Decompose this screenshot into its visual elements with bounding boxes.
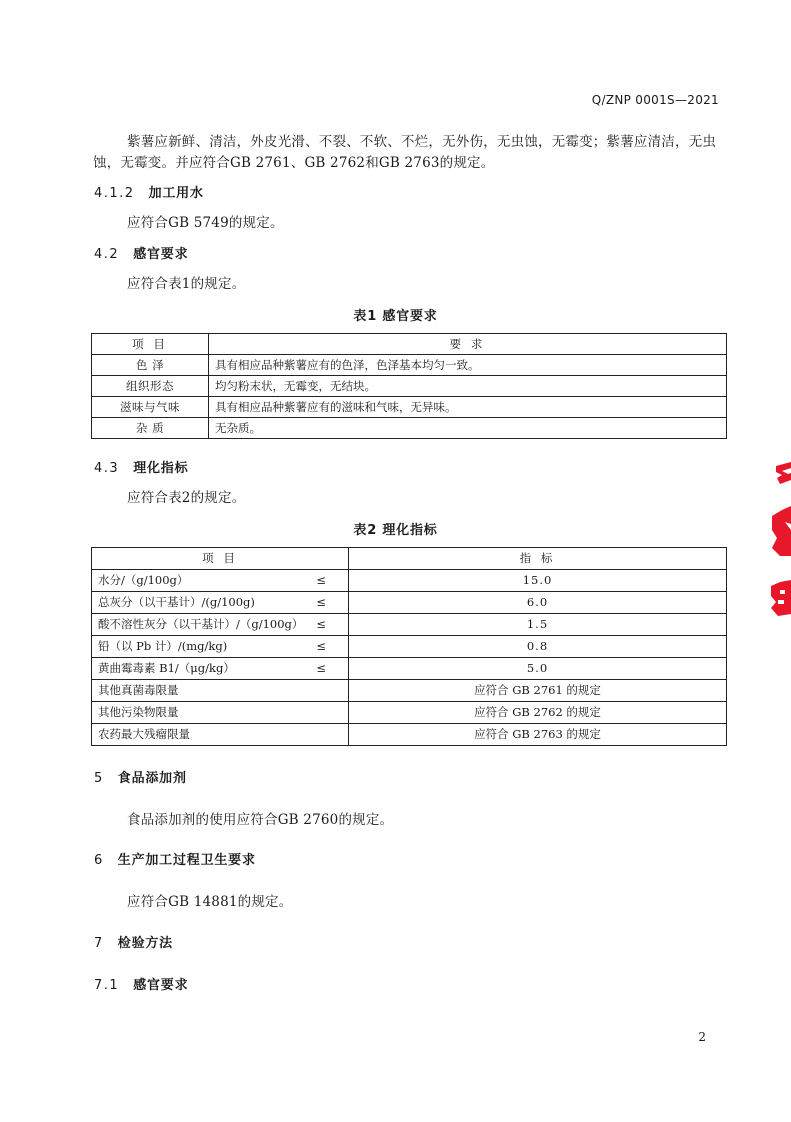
- section-4-3-text: 应符合表2的规定。: [127, 490, 246, 506]
- section-number: 6: [94, 853, 104, 868]
- section-title: 生产加工过程卫生要求: [117, 853, 256, 868]
- item-cell: 杂 质: [92, 418, 209, 439]
- section-title: 感官要求: [133, 247, 189, 262]
- header-cell-item: 项 目: [92, 548, 349, 570]
- requirement-cell: 具有相应品种紫薯应有的色泽，色泽基本均匀一致。: [209, 355, 727, 376]
- item-cell: 水分/（g/100g）: [98, 573, 189, 587]
- table-row: [92, 702, 727, 724]
- value-cell: 应符合 GB 2763 的规定: [349, 724, 727, 746]
- section-5-text: 食品添加剂的使用应符合GB 2760的规定。: [127, 812, 394, 828]
- table-header-row: [92, 334, 727, 355]
- physicochemical-indicators-table: [91, 547, 727, 746]
- header-cell-indicator: 指 标: [349, 548, 727, 570]
- item-cell: 农药最大残瘤限量: [92, 724, 349, 746]
- section-title: 加工用水: [148, 186, 204, 201]
- section-number: 4.3: [94, 461, 120, 476]
- header-cell-requirement: 要 求: [209, 334, 727, 355]
- section-7-1-heading: [94, 974, 188, 993]
- table2-caption: 表2 理化指标: [353, 523, 438, 538]
- section-4-1-2-text: 应符合GB 5749的规定。: [127, 215, 284, 231]
- item-cell: 其他真菌毒限量: [92, 680, 349, 702]
- section-title: 理化指标: [133, 461, 189, 476]
- table-row: [92, 570, 727, 592]
- table-row: [92, 592, 727, 614]
- value-cell: 应符合 GB 2761 的规定: [349, 680, 727, 702]
- section-title: 检验方法: [117, 936, 173, 951]
- section-4-3-heading: [94, 457, 188, 476]
- item-cell: 黄曲霉毒素 B1/（μg/kg）: [98, 661, 235, 675]
- value-cell: 6.0: [349, 592, 727, 614]
- leq-symbol: ≤: [316, 661, 326, 675]
- item-cell: 酸不溶性灰分（以干基计）/（g/100g）: [98, 617, 304, 631]
- requirement-cell: 均匀粉末状，无霉变，无结块。: [209, 376, 727, 397]
- table-row: [92, 614, 727, 636]
- leq-symbol: ≤: [316, 595, 326, 609]
- value-cell: 5.0: [349, 658, 727, 680]
- sensory-requirements-table: [91, 333, 727, 439]
- section-title: 感官要求: [133, 978, 189, 993]
- value-cell: 应符合 GB 2762 的规定: [349, 702, 727, 724]
- section-6-heading: [94, 849, 256, 868]
- section-7-heading: [94, 932, 173, 951]
- table-row: [92, 724, 727, 746]
- intro-line-2: 蚀，无霉变。并应符合GB 2761、GB 2762和GB 2763的规定。: [93, 155, 495, 171]
- section-title: 食品添加剂: [117, 771, 187, 786]
- value-cell: 15.0: [349, 570, 727, 592]
- header-cell-item: 项 目: [92, 334, 209, 355]
- section-number: 7: [94, 936, 104, 951]
- page-number: 2: [698, 1030, 706, 1044]
- item-cell: 滋味与气味: [92, 397, 209, 418]
- table-row: [92, 636, 727, 658]
- value-cell: 0.8: [349, 636, 727, 658]
- standard-number: Q/ZNP 0001S—2021: [591, 93, 719, 107]
- table1-caption: 表1 感官要求: [353, 309, 438, 324]
- requirement-cell: 无杂质。: [209, 418, 727, 439]
- section-number: 4.2: [94, 247, 120, 262]
- table-row: [92, 418, 727, 439]
- item-cell: 总灰分（以干基计）/(g/100g): [98, 595, 255, 609]
- leq-symbol: ≤: [316, 617, 326, 631]
- table-header-row: [92, 548, 727, 570]
- item-cell: 色 泽: [92, 355, 209, 376]
- section-6-text: 应符合GB 14881的规定。: [127, 894, 293, 910]
- table-row: [92, 658, 727, 680]
- item-cell: 铅（以 Pb 计）/(mg/kg): [98, 639, 228, 653]
- table-row: [92, 376, 727, 397]
- section-number: 5: [94, 771, 104, 786]
- table-row: [92, 397, 727, 418]
- item-cell: 组织形态: [92, 376, 209, 397]
- item-cell: 其他污染物限量: [92, 702, 349, 724]
- section-number: 7.1: [94, 978, 120, 993]
- section-4-2-heading: [94, 243, 188, 262]
- value-cell: 1.5: [349, 614, 727, 636]
- requirement-cell: 具有相应品种紫薯应有的滋味和气味，无异味。: [209, 397, 727, 418]
- intro-line-1: 紫薯应新鲜、清洁，外皮光滑、不裂、不软、不烂，无外伤，无虫蚀，无霉变；紫薯应清洁，无虫: [127, 134, 717, 150]
- table-row: [92, 680, 727, 702]
- red-seal-stamp-fragment: [768, 458, 791, 628]
- section-4-1-2-heading: [94, 182, 204, 201]
- leq-symbol: ≤: [316, 573, 326, 587]
- section-4-2-text: 应符合表1的规定。: [127, 276, 246, 292]
- table-row: [92, 355, 727, 376]
- section-5-heading: [94, 767, 187, 786]
- leq-symbol: ≤: [316, 639, 326, 653]
- section-number: 4.1.2: [94, 186, 135, 201]
